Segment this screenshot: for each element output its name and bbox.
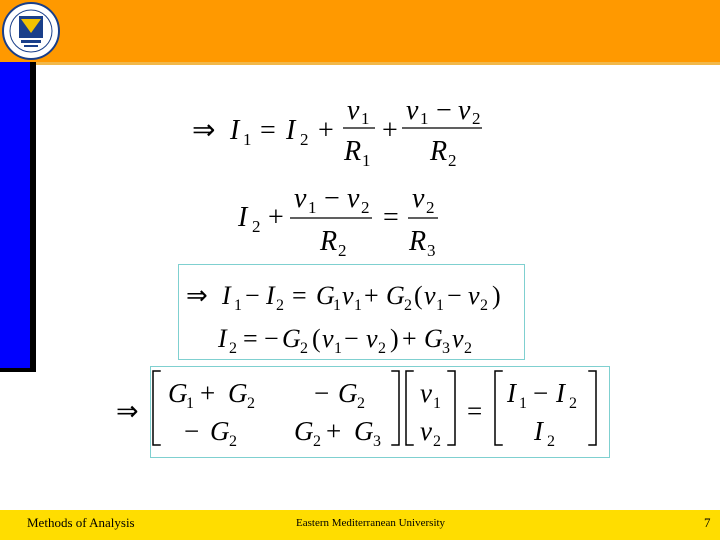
sub: 1 <box>436 297 444 314</box>
frac2-numerator-a: v <box>406 95 419 126</box>
sub: 3 <box>427 241 436 260</box>
page-number: 7 <box>704 515 711 530</box>
left-bracket <box>153 371 160 445</box>
equals-sign: = <box>243 324 258 353</box>
var-g3: G <box>354 416 374 446</box>
right-bracket <box>589 371 596 445</box>
left-paren: ( <box>414 281 423 310</box>
sub: 2 <box>569 395 577 412</box>
sub: 2 <box>547 433 555 450</box>
frac2-numerator-b: v <box>458 95 471 126</box>
var-g2: G <box>282 324 301 353</box>
var-v1: v <box>420 378 432 408</box>
sub: 2 <box>229 340 237 357</box>
var-i1: I <box>222 281 231 310</box>
right-paren: ) <box>390 324 399 353</box>
sub: 2 <box>229 433 237 450</box>
var-i2: I <box>218 324 227 353</box>
sub: 2 <box>480 297 488 314</box>
minus-sign: − <box>264 324 279 353</box>
var-v1: v <box>322 324 334 353</box>
sub: 1 <box>243 130 252 149</box>
sub: 1 <box>519 395 527 412</box>
implies-symbol: ⇒ <box>186 281 208 310</box>
sub: 2 <box>247 395 255 412</box>
var-i2: I <box>556 378 565 408</box>
sub: 1 <box>334 340 342 357</box>
minus-sign: − <box>447 281 462 310</box>
sub: 3 <box>442 340 450 357</box>
matrix-equation <box>116 371 596 450</box>
frac-numerator-a: v <box>294 183 307 214</box>
sub: 2 <box>300 130 309 149</box>
plus-sign: + <box>364 281 379 310</box>
sub: 2 <box>472 109 481 128</box>
sub: 1 <box>234 297 242 314</box>
sub: 1 <box>433 395 441 412</box>
sub: 1 <box>308 198 317 217</box>
var-i2: I <box>534 416 543 446</box>
var-i2: I <box>266 281 275 310</box>
var-g2: G <box>386 281 405 310</box>
sub: 1 <box>361 109 370 128</box>
var-g2: G <box>228 378 248 408</box>
var-v1: v <box>342 281 354 310</box>
equation-2 <box>237 183 438 260</box>
sub: 1 <box>420 109 429 128</box>
minus-sign: − <box>324 183 340 214</box>
plus-sign: + <box>318 115 334 146</box>
sub: 1 <box>362 151 371 170</box>
sub: 2 <box>313 433 321 450</box>
frac-numerator-b: v <box>347 183 360 214</box>
implies-symbol: ⇒ <box>192 115 216 146</box>
sub: 2 <box>426 198 435 217</box>
left-paren: ( <box>312 324 321 353</box>
right-bracket <box>448 371 455 445</box>
plus-sign: + <box>382 115 398 146</box>
sub: 2 <box>357 395 365 412</box>
frac-denominator: R <box>320 226 338 257</box>
minus-sign: − <box>245 281 260 310</box>
right-paren: ) <box>492 281 501 310</box>
var-v2: v <box>452 324 464 353</box>
sub: 2 <box>252 217 261 236</box>
var-g1: G <box>168 378 188 408</box>
equation-4 <box>217 324 472 357</box>
equals-sign: = <box>383 202 399 233</box>
sub: 2 <box>338 241 347 260</box>
right-bracket <box>392 371 399 445</box>
sub: 3 <box>373 433 381 450</box>
plus-sign: + <box>268 202 284 233</box>
minus-sign: − <box>436 95 452 126</box>
frac2-denominator: R <box>430 136 448 167</box>
var-i1: I <box>230 115 240 146</box>
frac1-denominator: R <box>344 136 362 167</box>
plus-sign: + <box>402 324 417 353</box>
equals-sign: = <box>292 281 307 310</box>
frac1-numerator: v <box>347 95 360 126</box>
equals-sign: = <box>467 396 483 426</box>
frac-denominator: R <box>409 226 427 257</box>
var-g1: G <box>316 281 335 310</box>
equation-3 <box>186 281 501 314</box>
var-i2: I <box>286 115 296 146</box>
var-v1: v <box>424 281 436 310</box>
sub: 2 <box>404 297 412 314</box>
sub: 1 <box>354 297 362 314</box>
footer-university: Eastern Mediterranean University <box>296 517 446 529</box>
equation-1 <box>192 95 482 170</box>
minus-sign: − <box>314 378 330 408</box>
minus-sign: − <box>184 416 200 446</box>
equals-sign: = <box>260 115 276 146</box>
sub: 1 <box>186 395 194 412</box>
var-i1: I <box>507 378 516 408</box>
var-g2: G <box>210 416 230 446</box>
left-bracket <box>495 371 502 445</box>
left-bracket <box>406 371 413 445</box>
sub: 2 <box>378 340 386 357</box>
implies-symbol: ⇒ <box>116 396 139 426</box>
frac-numerator: v <box>412 183 425 214</box>
sub: 2 <box>361 198 370 217</box>
var-g2: G <box>294 416 314 446</box>
sub: 2 <box>276 297 284 314</box>
minus-sign: − <box>533 378 549 408</box>
sub: 2 <box>300 340 308 357</box>
plus-sign: + <box>326 416 342 446</box>
sub: 2 <box>448 151 457 170</box>
plus-sign: + <box>200 378 216 408</box>
minus-sign: − <box>344 324 359 353</box>
sub: 2 <box>464 340 472 357</box>
var-g3: G <box>424 324 443 353</box>
sub: 2 <box>433 433 441 450</box>
var-g2: G <box>338 378 358 408</box>
sub: 1 <box>333 297 341 314</box>
var-v2: v <box>468 281 480 310</box>
var-v2: v <box>366 324 378 353</box>
var-i2: I <box>238 202 248 233</box>
var-v2: v <box>420 416 432 446</box>
footer-course-title: Methods of Analysis <box>27 515 135 530</box>
